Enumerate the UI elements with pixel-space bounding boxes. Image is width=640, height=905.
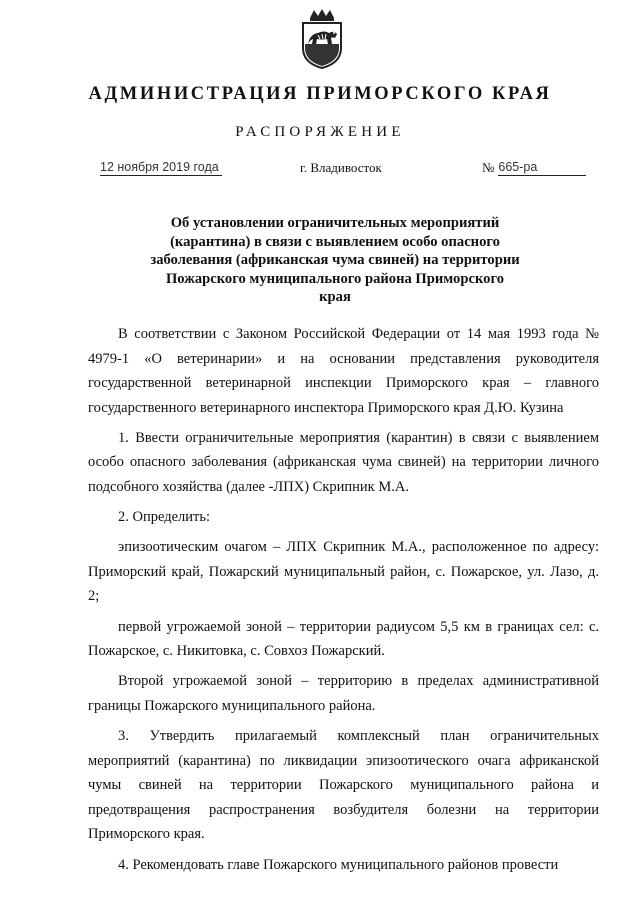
clause-2: 2. Определить: xyxy=(118,509,211,526)
document-type: РАСПОРЯЖЕНИЕ xyxy=(235,124,405,140)
clause-4: 4. Рекомендовать главе Пожарского муниципального районов провести xyxy=(118,856,559,873)
clause-2-first-zone: первой угрожаемой зоной – территории радиусом 5,5 км в границах сел: с. Пожарское, с. Никитовка, с. Совхоз Пожарский. xyxy=(88,618,599,660)
document-title: Об установлении ограничительных мероприятий (карантина) в связи с выявлением особо опасного заболевания (африканская чума свиней) на территории Пожарского муниципального района Приморского края xyxy=(150,215,520,305)
number-sign: № xyxy=(482,160,495,175)
document-body xyxy=(88,322,599,883)
clause-2-outbreak: эпизоотическим очагом – ЛПХ Скрипник М.А., расположенное по адресу: Приморский край, Пожарский муниципальный район, с. Пожарское, ул. Лазо, д. 2; xyxy=(88,539,599,605)
document-date: 12 ноября 2019 года xyxy=(100,160,222,176)
primorsky-coat-of-arms-icon xyxy=(300,8,344,70)
clause-1: 1. Ввести ограничительные мероприятия (карантин) в связи с выявлением особо опасного заболевания (африканская чума свиней) на территории личного подсобного хозяйства (далее -ЛПХ) Скрипник М.А. xyxy=(88,429,599,495)
document-city: г. Владивосток xyxy=(300,160,382,175)
clause-2-second-zone: Второй угрожаемой зоной – территорию в пределах административной границы Пожарского муниципального района. xyxy=(88,673,599,714)
document-number: 665-ра xyxy=(498,160,586,176)
preamble-paragraph: В соответствии с Законом Российской Федерации от 14 мая 1993 года № 4979-1 «О ветеринарии» и на основании представления руководителя государственной ветеринарной инспекции Приморского края – главного государственного ветеринарного инспектора Приморского края Д.Ю. Кузина xyxy=(88,326,599,416)
document-number-field xyxy=(482,160,586,176)
organization-name: АДМИНИСТРАЦИЯ ПРИМОРСКОГО КРАЯ xyxy=(88,84,552,104)
clause-3: 3. Утвердить прилагаемый комплексный план ограничительных мероприятий (карантина) по ликвидации эпизоотического очага африканской чумы свиней на территории Пожарского муниципального района и предотвращения распространения возбудителя болезни на территории Приморского края. xyxy=(88,728,599,843)
